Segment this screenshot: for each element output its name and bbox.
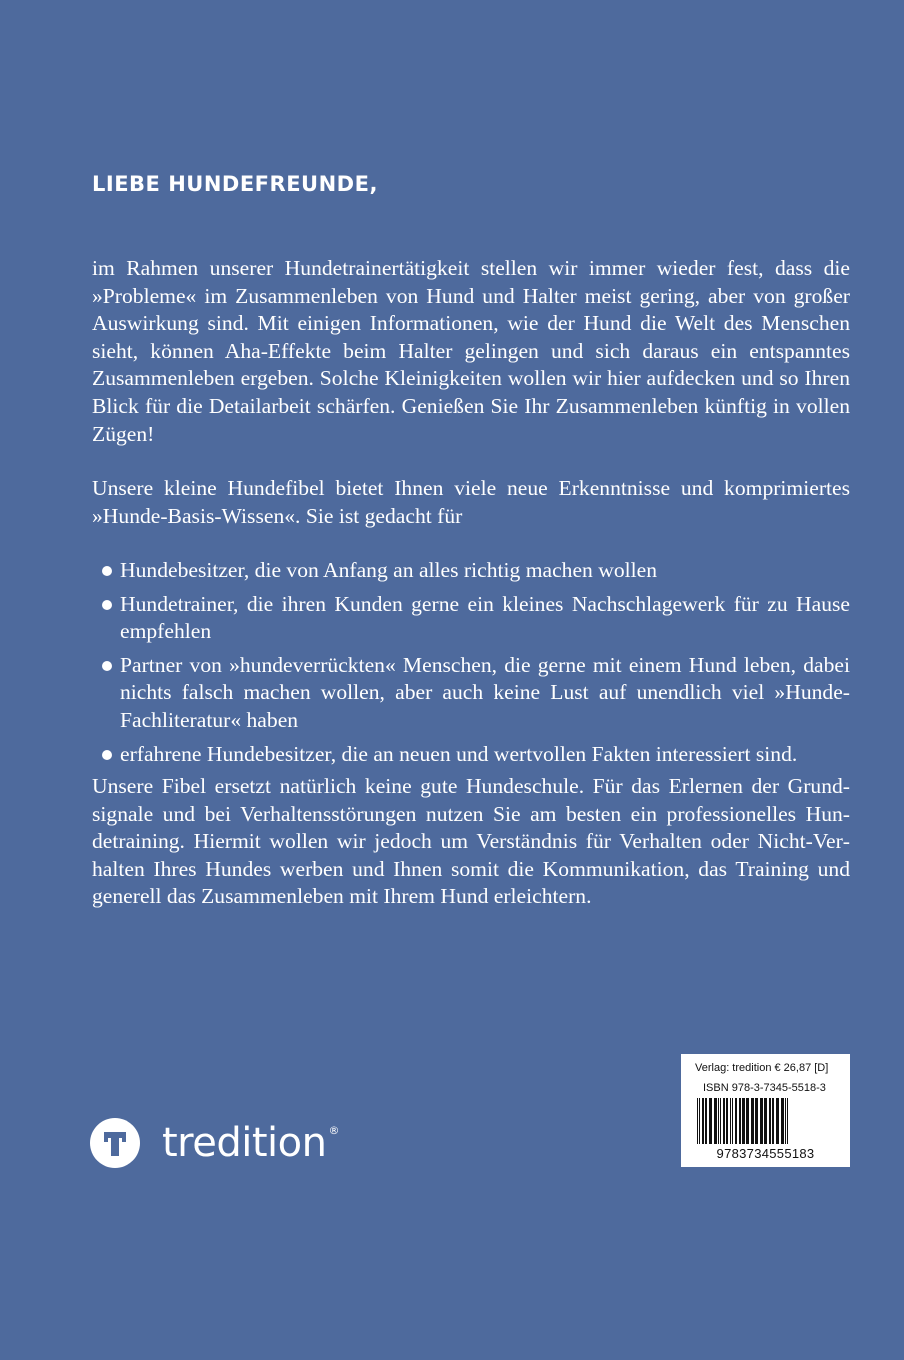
- publisher-price-line: Verlag: tredition € 26,87 [D]: [695, 1062, 829, 1074]
- barcode-bar: [699, 1098, 700, 1144]
- barcode-bar: [760, 1098, 763, 1144]
- barcode-bar: [764, 1098, 767, 1144]
- barcode-bar: [772, 1098, 774, 1144]
- isbn-line: ISBN 978-3-7345-5518-3: [703, 1082, 826, 1094]
- back-cover-heading: LIEBE HUNDEFREUNDE,: [92, 172, 378, 196]
- barcode-bar: [697, 1098, 698, 1144]
- barcode-bar: [735, 1098, 737, 1144]
- barcode-bar: [730, 1098, 731, 1144]
- closing-paragraph-block: [92, 773, 850, 911]
- audience-list: [92, 557, 850, 768]
- closing-paragraph: Unsere Fibel ersetzt natürlich keine gute Hundeschule. Für das Erlernen der Grundsignale und bei Verhaltensstörungen nutzen Sie am besten ein professionelles Hundetraining. Hiermit wollen wir jedoch um Verständnis für Verhalten oder Nicht-Verhalten Ihres Hundes werben und Ihnen somit die Kommunikation, das Training und generell das Zusammenleben mit Ihrem Hund erleichtern.: [92, 774, 850, 909]
- bullet-icon: [102, 750, 112, 760]
- bullet-icon: [102, 566, 112, 576]
- audience-intro-paragraph: Unsere kleine Hundefibel bietet Ihnen viele neue Erkenntnisse und komprimiertes »Hunde-Basis-Wissen«. Sie ist gedacht für: [92, 476, 850, 528]
- barcode-bar: [702, 1098, 704, 1144]
- barcode-bar: [769, 1098, 771, 1144]
- audience-intro-block: [92, 475, 850, 530]
- barcode-bar: [742, 1098, 745, 1144]
- barcode-bar: [776, 1098, 779, 1144]
- publisher-name: tredition ®: [162, 1120, 339, 1166]
- audience-list-item: erfahrene Hundebesitzer, die an neuen und wertvollen Fakten interessiert sind.: [92, 741, 850, 769]
- barcode-bar: [746, 1098, 749, 1144]
- barcode-bar: [709, 1098, 712, 1144]
- barcode-bar: [785, 1098, 786, 1144]
- barcode-bar: [714, 1098, 717, 1144]
- tredition-logo-icon: [90, 1118, 140, 1168]
- barcode-bar: [720, 1098, 721, 1144]
- barcode-bar: [723, 1098, 725, 1144]
- barcode-bar: [751, 1098, 754, 1144]
- intro-paragraph-block: [92, 255, 850, 448]
- audience-list-item: Hundebesitzer, die von Anfang an alles richtig machen wollen: [92, 557, 850, 585]
- audience-list-item: Partner von »hundeverrückten« Menschen, die gerne mit einem Hund leben, dabei nichts falsch machen wollen, aber auch keine Lust auf unendlich viel »Hunde-Fachliteratur« haben: [92, 652, 850, 735]
- trademark-symbol: ®: [328, 1124, 339, 1137]
- barcode-bar: [718, 1098, 719, 1144]
- barcode-bars: [697, 1098, 834, 1144]
- barcode-bar: [781, 1098, 784, 1144]
- barcode-number: 9783734555183: [716, 1146, 815, 1161]
- barcode-bar: [787, 1098, 788, 1144]
- barcode-bar: [726, 1098, 728, 1144]
- barcode-bar: [755, 1098, 758, 1144]
- publisher-logo: [90, 1117, 339, 1169]
- bullet-icon: [102, 600, 112, 610]
- audience-list-item: Hundetrainer, die ihren Kunden gerne ein kleines Nachschlagewerk für zu Hause empfehlen: [92, 591, 850, 646]
- barcode-bar: [705, 1098, 707, 1144]
- audience-list-block: [92, 557, 850, 774]
- intro-paragraph: im Rahmen unserer Hundetrainertätigkeit stellen wir immer wieder fest, dass die »Probleme« im Zusammenleben von Hund und Halter meist gering, aber von großer Auswirkung sind. Mit einigen Informationen, wie der Hund die Welt des Menschen sieht, können Aha-Effekte beim Halter gelingen und sich daraus ein entspanntes Zusammenleben ergeben. Solche Kleinigkeiten wollen wir hier aufdecken und so Ihren Blick für die Detailarbeit schärfen. Genießen Sie Ihr Zusammenleben künftig in vollen Zügen!: [92, 256, 850, 446]
- barcode-bar: [739, 1098, 741, 1144]
- barcode-bar: [732, 1098, 733, 1144]
- bullet-icon: [102, 661, 112, 671]
- isbn-barcode-box: [681, 1054, 850, 1167]
